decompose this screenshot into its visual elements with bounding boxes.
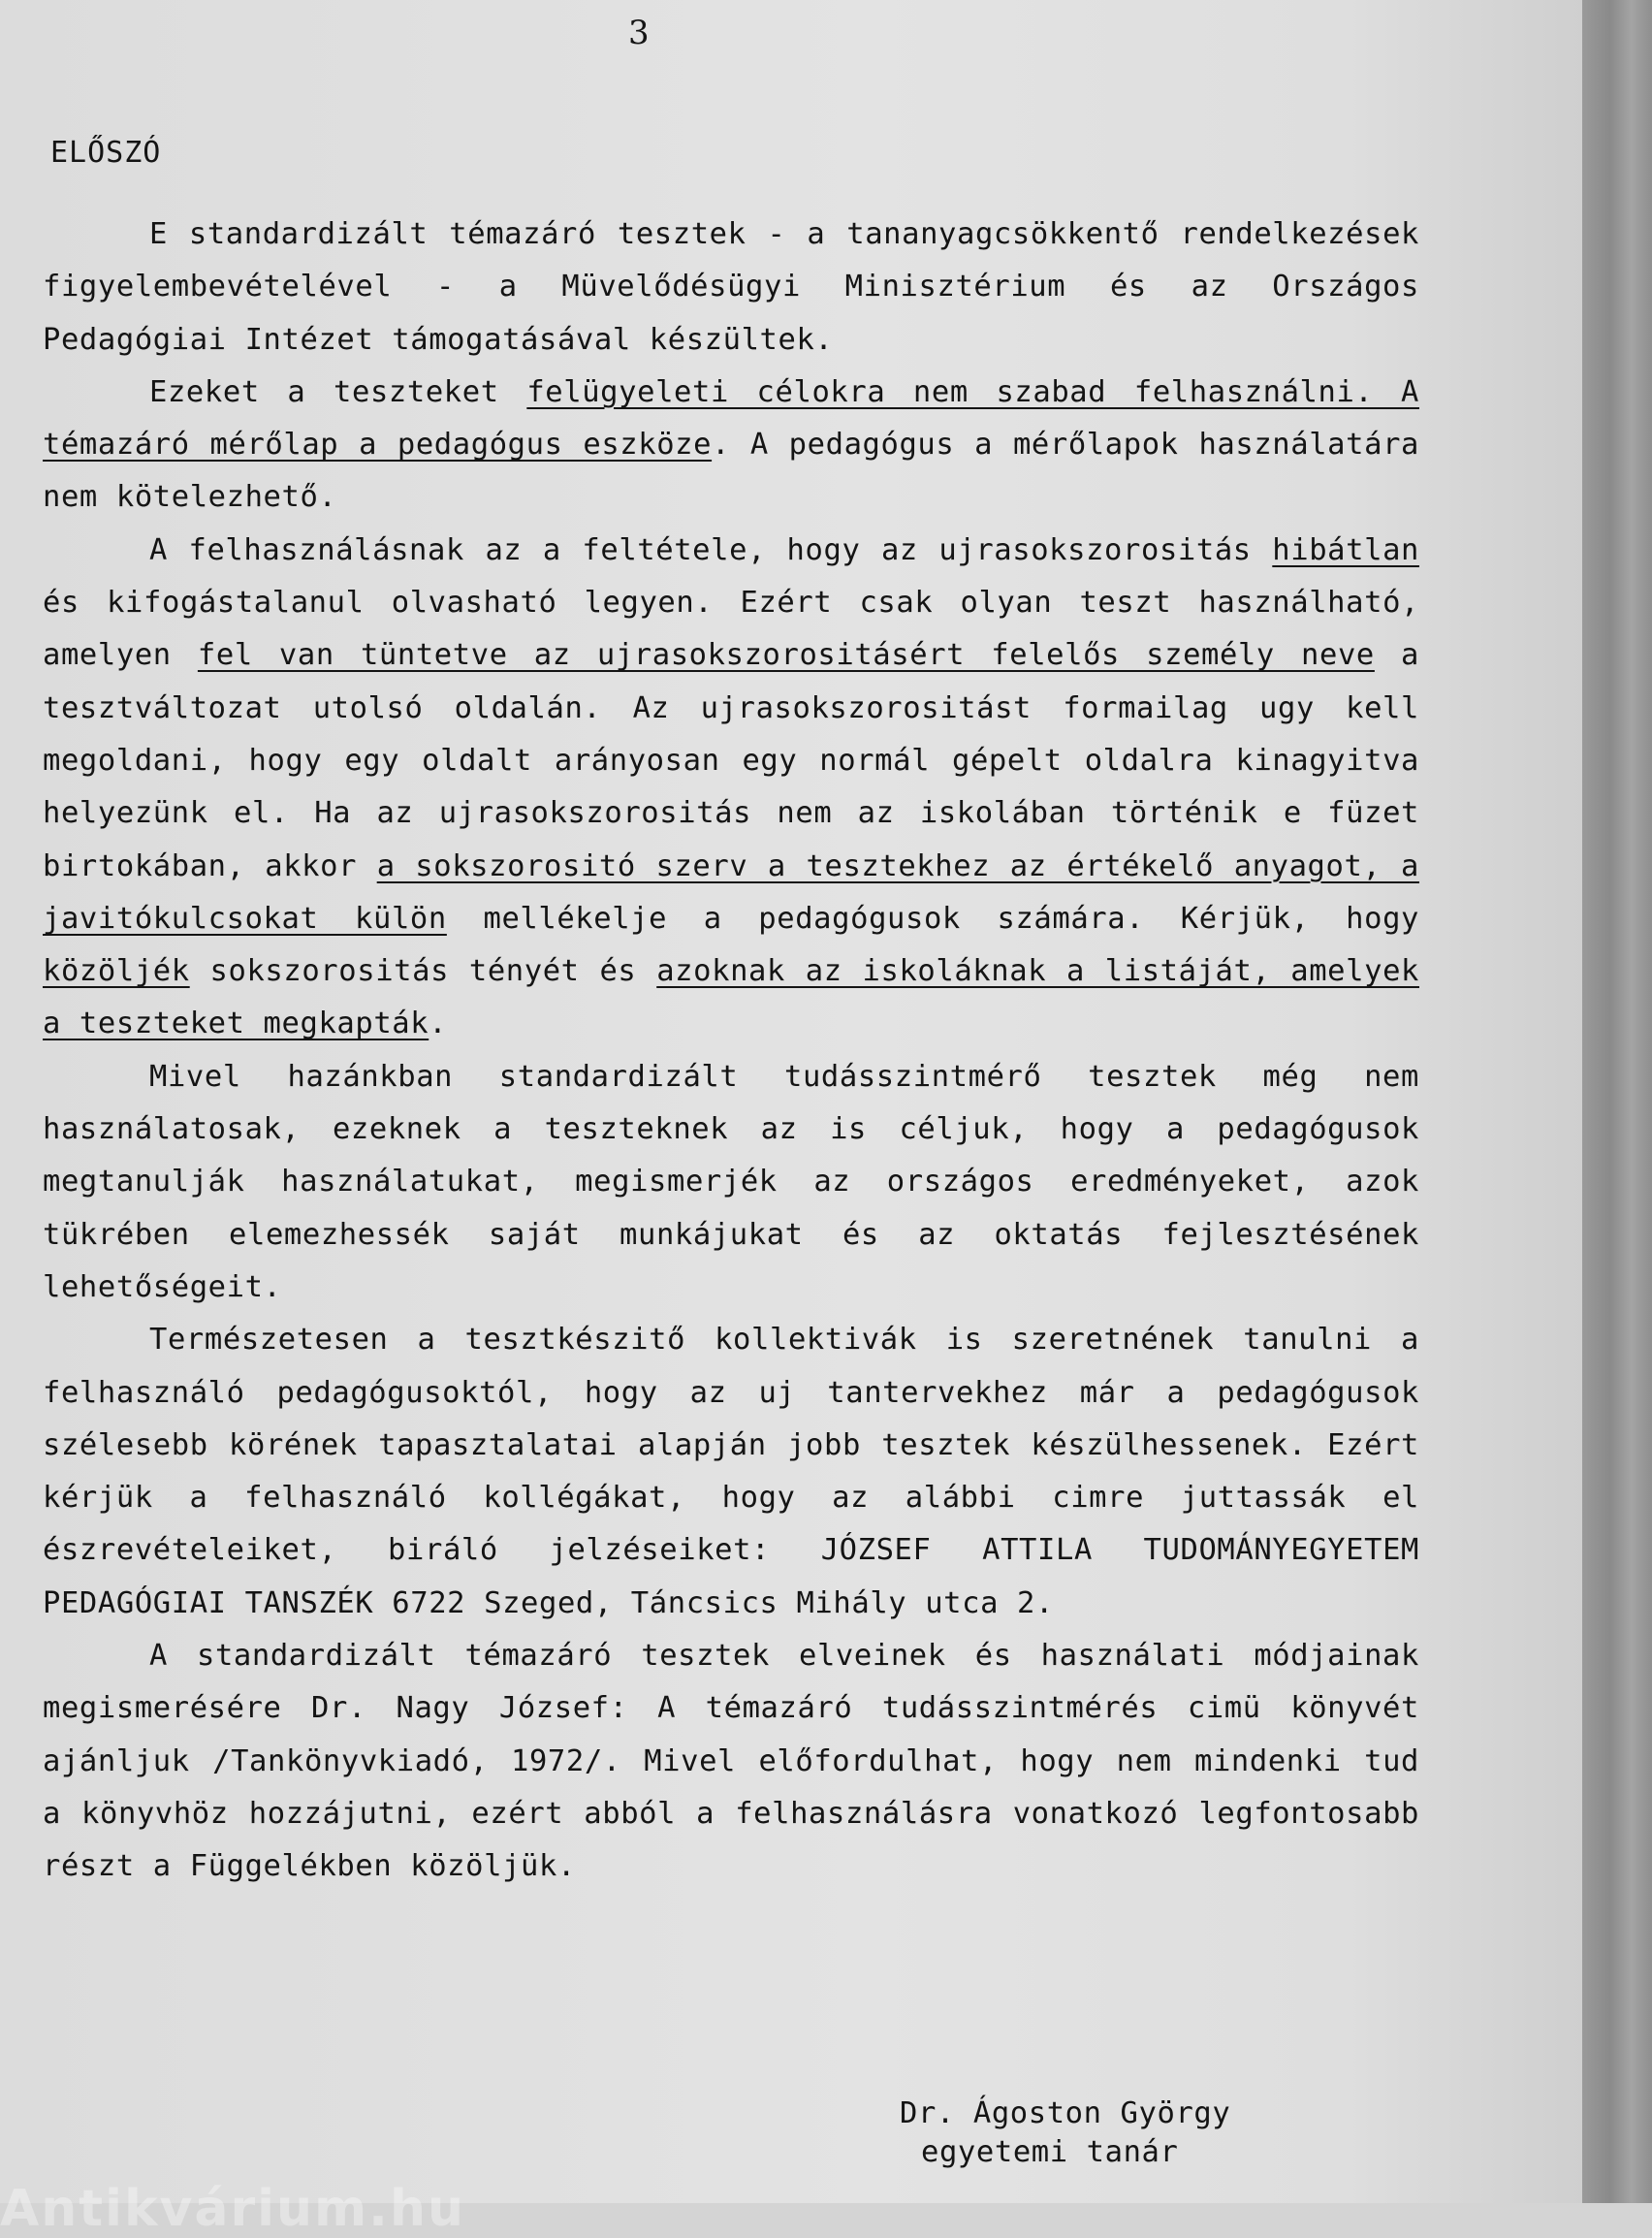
underlined-text: közöljék (43, 954, 190, 989)
text-segment: Ezeket a teszteket (149, 374, 527, 409)
paragraph (43, 1630, 1419, 1893)
signature-block (900, 2094, 1230, 2172)
signature-name: Dr. Ágoston György (900, 2096, 1231, 2130)
text-segment: Természetesen a tesztkészitő kollektivák is szeretnének tanulni a felhasználó pedagógusoktól, hogy az uj tantervekhez már a pedagógusok szélesebb körének tapasztalatai alapján jobb tesztek készülhessenek. Ezért kérjük a felhasználó kollégákat, hogy az alábbi cimre juttassák el észrevételeiket, biráló jelzéseiket: JÓZSEF ATTILA TUDOMÁNYEGYETEM PEDAGÓGIAI TANSZÉK 6722 Szeged, Táncsics Mihály utca 2. (43, 1323, 1419, 1620)
underlined-text: hibátlan (1272, 532, 1419, 567)
page-number: 3 (628, 14, 650, 52)
paragraph (43, 1314, 1419, 1630)
paragraph (43, 525, 1419, 1051)
text-segment: Mivel hazánkban standardizált tudásszintmérő tesztek még nem használatosak, ezeknek a teszteknek az is céljuk, hogy a pedagógusok megtanulják használatukat, megismerjék az országos eredményeket, azok tükrében elemezhessék saját munkájukat és az oktatás fejlesztésének lehetőségeit. (43, 1059, 1419, 1304)
paragraph (43, 1051, 1419, 1314)
watermark: Antikvárium.hu (0, 2180, 465, 2238)
text-segment: a tesztváltozat utolsó oldalán. Az ujrasokszorositást formailag ugy kell megoldani, hogy egy oldalt arányosan egy normál gépelt oldalra kinagyitva helyezünk el. Ha az ujrasokszorositás nem az iskolában történik e füzet birtokában, akkor (43, 638, 1419, 883)
underlined-text: fel van tüntetve az ujrasokszorositásért felelős személy neve (197, 638, 1375, 673)
paragraph (43, 208, 1419, 367)
text-segment: E standardizált témazáró tesztek - a tananyagcsökkentő rendelkezések figyelembevételével - a Müvelődésügyi Minisztérium és az Országos Pedagógiai Intézet támogatásával készültek. (43, 217, 1419, 357)
text-segment: és kifogástalanul olvasható legyen. Ezért csak olyan teszt használható, amelyen (43, 586, 1419, 673)
body-text (43, 208, 1419, 1894)
underlined-text: felügyeleti célokra nem szabad felhasználni. A témazáró mérőlap a pedagógus eszköze (43, 374, 1419, 463)
text-segment: mellékelje a pedagógusok számára. Kérjük, hogy (446, 901, 1419, 936)
text-segment: . (429, 1007, 448, 1041)
text-segment: A felhasználásnak az a feltétele, hogy az ujrasokszorositás (149, 532, 1273, 567)
page-edge-shadow (1582, 0, 1652, 2203)
underlined-text: azoknak az iskoláknak a listáját, amelyek a teszteket megkapták (43, 954, 1419, 1041)
paragraph (43, 367, 1419, 525)
page-title: ELŐSZÓ (50, 136, 162, 170)
text-segment: A standardizált témazáró tesztek elveinek és használati módjainak megismerésére Dr. Nagy József: A témazáró tudásszintmérés cimü könyvét ajánljuk /Tankönyvkiadó, 1972/. Mivel előfordulhat, hogy nem mindenki tud a könyvhöz hozzájutni, ezért abból a felhasználásra vonatkozó legfontosabb részt a Függelékben közöljük. (43, 1639, 1419, 1884)
underlined-text: a sokszorositó szerv a tesztekhez az értékelő anyagot, a javitókulcsokat külön (43, 848, 1420, 936)
text-segment: . A pedagógus a mérőlapok használatára nem kötelezhető. (43, 428, 1420, 515)
signature-title: egyetemi tanár (921, 2135, 1179, 2169)
text-segment: sokszorositás tényét és (189, 954, 657, 989)
